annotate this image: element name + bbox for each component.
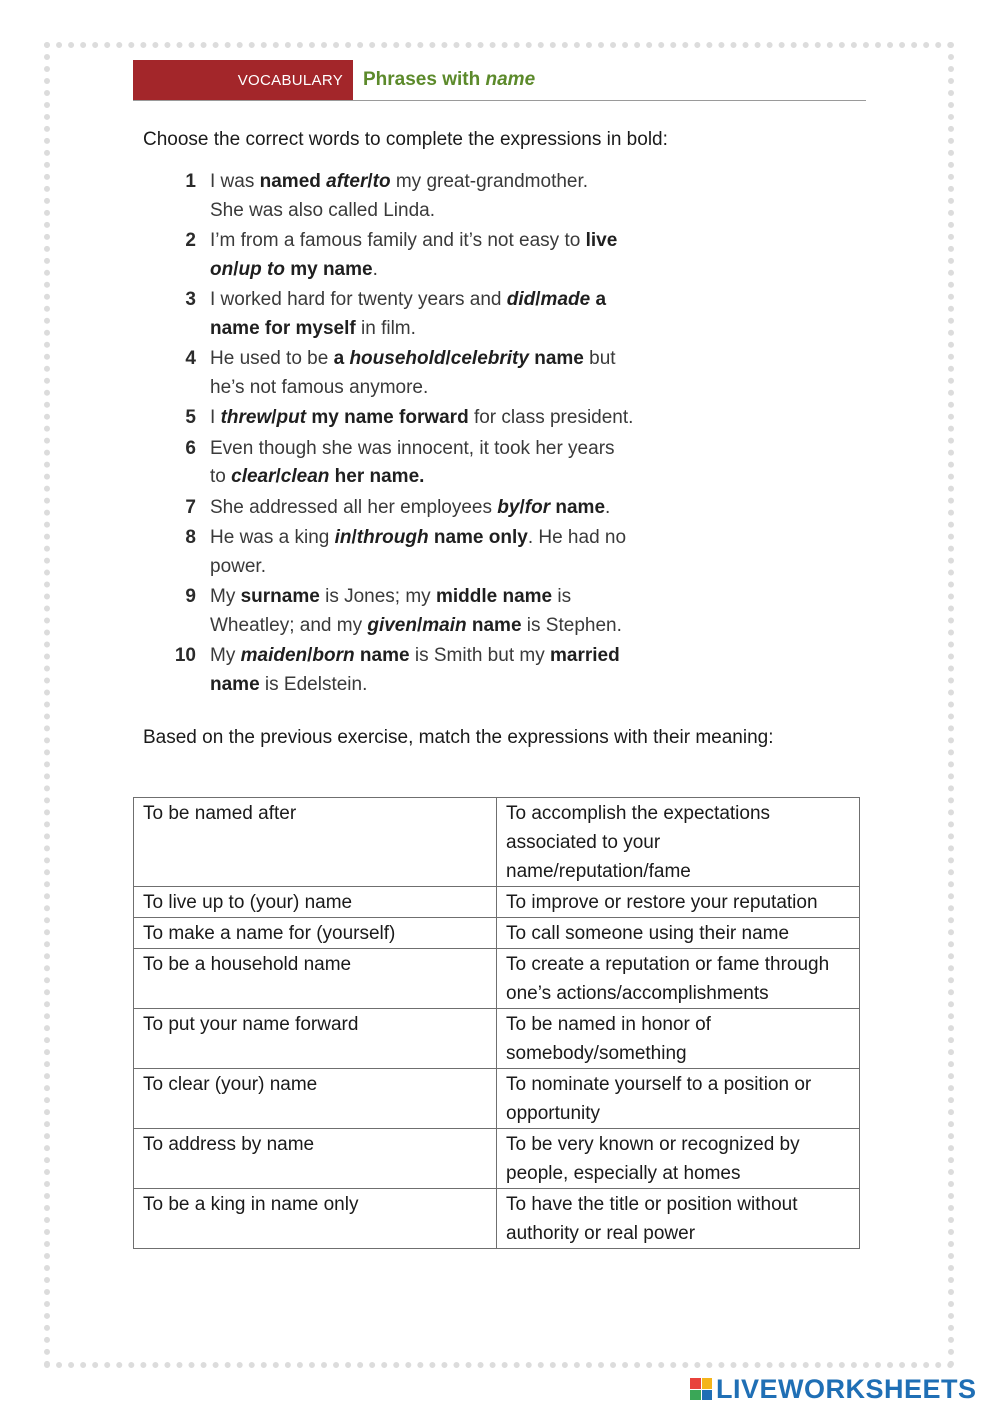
table-row <box>134 1129 860 1189</box>
meaning-cell: To accomplish the expectations associated to your name/reputation/fame <box>497 798 860 887</box>
exercise-list <box>170 168 730 701</box>
expression-cell: To be a king in name only <box>134 1189 497 1249</box>
section-title <box>363 69 535 91</box>
exercise-text: Even though she was innocent, it took her years to clear/clean her name. <box>210 437 615 487</box>
exercise-item <box>170 404 730 433</box>
exercise-item <box>170 435 730 492</box>
exercise-number: 2 <box>185 230 196 251</box>
logo-icon <box>690 1378 712 1400</box>
matching-instruction: Based on the previous exercise, match the expressions with their meaning: <box>143 727 774 748</box>
exercise-item <box>170 227 730 284</box>
exercise-item <box>170 286 730 343</box>
exercise-number: 7 <box>185 496 196 518</box>
exercise-text: I’m from a famous family and it’s not easy to live on/up to my name. <box>210 230 618 280</box>
meaning-cell: To be very known or recognized by people, especially at homes <box>497 1129 860 1189</box>
meaning-cell: To create a reputation or fame through one’s actions/accomplishments <box>497 949 860 1009</box>
table-row <box>134 1069 860 1129</box>
expression-cell: To be named after <box>134 798 497 887</box>
expression-cell: To be a household name <box>134 949 497 1009</box>
section-title-prefix: Phrases with <box>363 69 486 90</box>
exercise-item <box>170 642 730 699</box>
meaning-cell: To call someone using their name <box>497 918 860 949</box>
matching-table <box>133 797 860 1249</box>
table-row <box>134 918 860 949</box>
expression-cell: To make a name for (yourself) <box>134 918 497 949</box>
section-title-emphasis: name <box>485 69 536 90</box>
exercise-item <box>170 524 730 581</box>
exercise-item <box>170 494 730 523</box>
meaning-cell: To be named in honor of somebody/something <box>497 1009 860 1069</box>
meaning-cell: To have the title or position without authority or real power <box>497 1189 860 1249</box>
vocabulary-tag: VOCABULARY <box>133 60 353 100</box>
exercise-number: 8 <box>185 527 196 548</box>
exercise-item <box>170 168 730 225</box>
section-header <box>133 60 866 101</box>
exercise-number: 4 <box>185 348 196 369</box>
exercise-text: He was a king in/through name only. He had no power. <box>210 527 627 577</box>
table-row <box>134 1189 860 1249</box>
exercise-text: He used to be a household/celebrity name but he’s not famous anymore. <box>210 348 616 398</box>
meaning-cell: To improve or restore your reputation <box>497 887 860 918</box>
table-row <box>134 887 860 918</box>
exercise-text: My surname is Jones; my middle name is Wheatley; and my given/main name is Stephen. <box>210 586 622 636</box>
exercise-instruction: Choose the correct words to complete the expressions in bold: <box>143 129 668 150</box>
liveworksheets-logo <box>690 1373 977 1405</box>
meaning-cell: To nominate yourself to a position or opportunity <box>497 1069 860 1129</box>
expression-cell: To live up to (your) name <box>134 887 497 918</box>
exercise-number: 9 <box>185 586 196 607</box>
expression-cell: To clear (your) name <box>134 1069 497 1129</box>
exercise-text: I was named after/to my great-grandmother. She was also called Linda. <box>210 171 589 221</box>
expression-cell: To address by name <box>134 1129 497 1189</box>
exercise-number: 1 <box>185 171 196 192</box>
exercise-item <box>170 345 730 402</box>
exercise-number: 5 <box>185 407 196 428</box>
exercise-number: 6 <box>185 437 196 459</box>
exercise-text: I threw/put my name forward for class president. <box>210 407 634 428</box>
exercise-number: 10 <box>174 645 196 666</box>
exercise-item <box>170 583 730 640</box>
exercise-text: My maiden/born name is Smith but my married name is Edelstein. <box>210 645 620 695</box>
exercise-number: 3 <box>185 289 196 310</box>
table-row <box>134 949 860 1009</box>
exercise-text: I worked hard for twenty years and did/made a name for myself in film. <box>210 289 607 339</box>
table-row <box>134 798 860 887</box>
logo-text: LIVEWORKSHEETS <box>716 1373 977 1404</box>
exercise-text: She addressed all her employees by/for name. <box>210 496 611 518</box>
expression-cell: To put your name forward <box>134 1009 497 1069</box>
table-row <box>134 1009 860 1069</box>
